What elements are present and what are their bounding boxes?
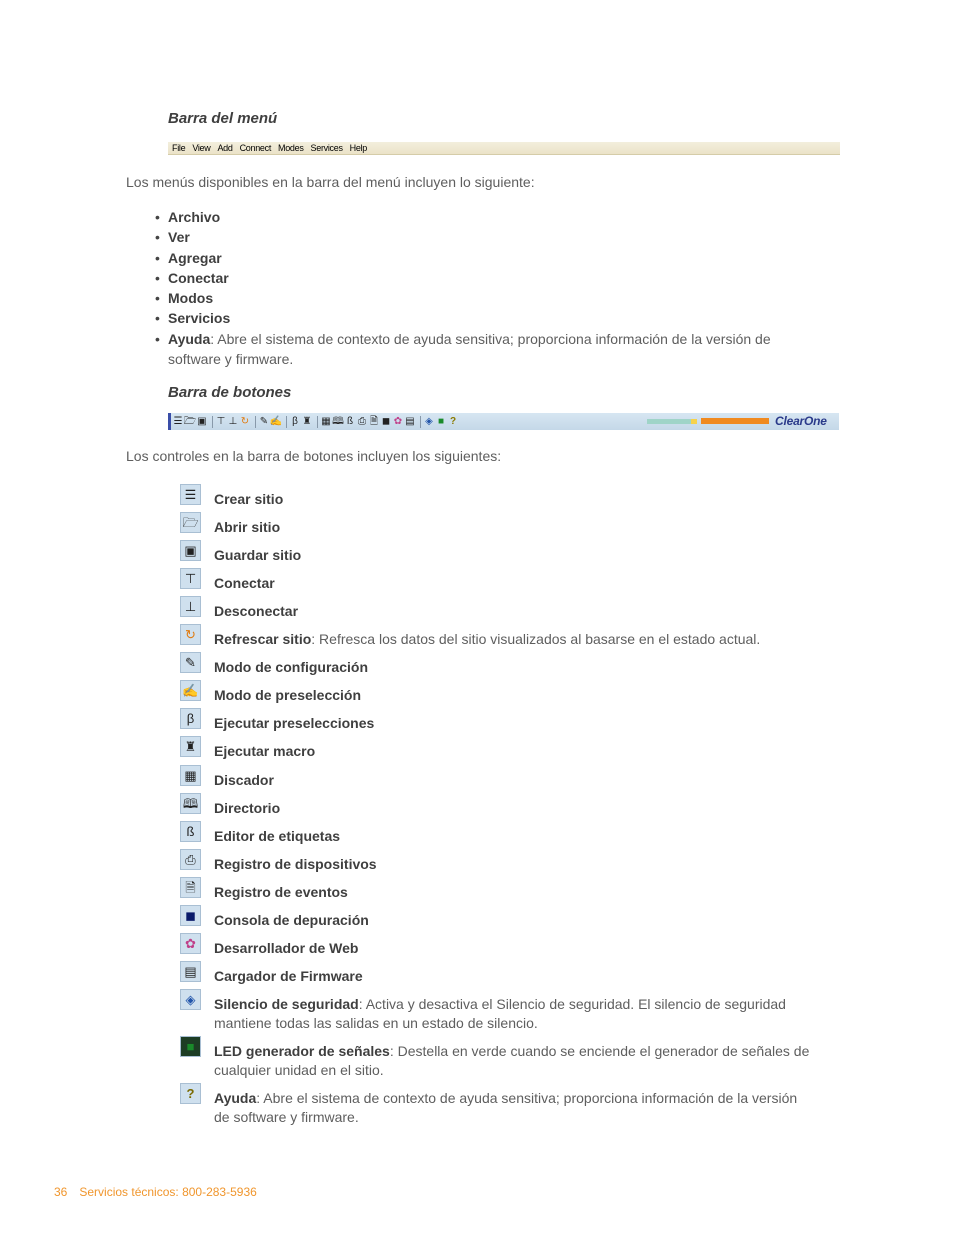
list-item: • Conectar xyxy=(155,268,795,288)
control-label: Refrescar sitio xyxy=(214,631,312,647)
signal-generator-led-icon: ■ xyxy=(437,415,445,427)
level-bar-orange xyxy=(701,418,769,424)
list-item: • Ver xyxy=(155,227,795,247)
control-item xyxy=(214,714,814,733)
control-label: Modo de configuración xyxy=(214,659,368,675)
menu-items-list xyxy=(155,207,795,369)
control-label: Ejecutar macro xyxy=(214,743,316,759)
clearone-logo: ClearOne xyxy=(775,414,827,428)
page-number: 36 xyxy=(54,1185,68,1199)
control-label: Registro de eventos xyxy=(214,884,348,900)
dialer-keypad-icon: ▦ xyxy=(180,765,201,786)
menu-modes[interactable]: Modes xyxy=(278,143,304,153)
web-developer-icon: ✿ xyxy=(180,933,201,954)
control-description: : Destella en verde cuando se enciende el generador de señales de cualquier unidad en el sitio. xyxy=(214,1043,810,1078)
control-label: Abrir sitio xyxy=(214,519,281,535)
run-macro-icon[interactable]: ♜ xyxy=(302,415,312,427)
help-bulb-icon[interactable]: ? xyxy=(449,415,457,427)
menu-file[interactable]: File xyxy=(172,143,186,153)
config-mode-icon[interactable]: ✎ xyxy=(259,415,269,427)
refresh-icon[interactable]: ↻ xyxy=(240,415,250,427)
control-item xyxy=(214,742,814,761)
footer-text: Servicios técnicos: 800-283-5936 xyxy=(79,1185,257,1199)
refresh-icon: ↻ xyxy=(180,624,201,645)
menu-add[interactable]: Add xyxy=(217,143,233,153)
connect-plug-icon[interactable]: ⊤ xyxy=(216,415,226,427)
control-label: Editor de etiquetas xyxy=(214,828,341,844)
control-item xyxy=(214,883,814,902)
control-label: Silencio de seguridad xyxy=(214,996,359,1012)
control-description: : Refresca los datos del sitio visualizados al basarse en el estado actual. xyxy=(311,631,761,647)
config-mode-icon: ✎ xyxy=(180,652,201,673)
list-item: • Modos xyxy=(155,288,795,308)
disconnect-plug-icon[interactable]: ⊥ xyxy=(228,415,238,427)
menu-intro: Los menús disponibles en la barra del menú incluyen lo siguiente: xyxy=(126,174,535,190)
folder-open-icon: 🗁 xyxy=(180,512,201,533)
label-editor-icon[interactable]: ß xyxy=(346,415,354,427)
run-preset-icon: β xyxy=(180,708,201,729)
list-item: • Archivo xyxy=(155,207,795,227)
separator xyxy=(255,416,256,428)
control-item xyxy=(214,490,814,509)
device-log-printer-icon: ⎙ xyxy=(180,849,201,870)
floppy-disk-icon[interactable]: ▣ xyxy=(197,415,207,427)
separator xyxy=(286,416,287,428)
folder-open-icon[interactable]: 🗁 xyxy=(183,415,197,427)
level-bar-teal xyxy=(647,419,695,424)
control-description: : Abre el sistema de contexto de ayuda sensitiva; proporciona información de la versión de software y firmware. xyxy=(214,1090,798,1125)
run-macro-icon: ♜ xyxy=(180,736,201,757)
menu-services[interactable]: Services xyxy=(310,143,343,153)
control-label: Cargador de Firmware xyxy=(214,968,363,984)
list-item: • Agregar xyxy=(155,248,795,268)
control-item xyxy=(214,855,814,874)
safety-mute-speaker-icon[interactable]: ◈ xyxy=(425,415,433,427)
control-item xyxy=(214,630,814,649)
directory-book-icon[interactable]: 🕮 xyxy=(332,415,344,427)
list-item: • Ayuda: Abre el sistema de contexto de ayuda sensitiva; proporciona información de la versión de software y firmware. xyxy=(155,329,795,370)
label-editor-icon: ß xyxy=(180,821,201,842)
control-item xyxy=(214,995,814,1032)
menu-help[interactable]: Help xyxy=(349,143,367,153)
control-label: Ejecutar preselecciones xyxy=(214,715,375,731)
control-label: Directorio xyxy=(214,800,281,816)
page-footer xyxy=(54,1185,257,1199)
menu-view[interactable]: View xyxy=(192,143,211,153)
help-bulb-icon: ? xyxy=(180,1083,201,1104)
control-label: Discador xyxy=(214,772,274,788)
event-log-icon: 🗎 xyxy=(180,877,201,898)
list-icon: ☰ xyxy=(180,484,201,505)
debug-console-icon: ◼ xyxy=(180,905,201,926)
menu-bar-heading: Barra del menú xyxy=(168,110,278,127)
control-label: Registro de dispositivos xyxy=(214,856,377,872)
control-item xyxy=(214,939,814,958)
control-label: LED generador de señales xyxy=(214,1043,390,1059)
control-label: Modo de preselección xyxy=(214,687,362,703)
connect-plug-icon: ⊤ xyxy=(180,568,201,589)
preset-mode-icon: ✍ xyxy=(180,680,201,701)
control-item xyxy=(214,658,814,677)
preset-mode-icon[interactable]: ✍ xyxy=(269,415,283,427)
safety-mute-speaker-icon: ◈ xyxy=(180,989,201,1010)
firmware-loader-icon[interactable]: ▤ xyxy=(405,415,415,427)
control-label: Conectar xyxy=(214,575,275,591)
list-icon[interactable]: ☰ xyxy=(173,415,183,427)
control-item xyxy=(214,967,814,986)
signal-generator-led-icon: ■ xyxy=(180,1036,201,1057)
floppy-disk-icon: ▣ xyxy=(180,540,201,561)
run-preset-icon[interactable]: β xyxy=(292,415,298,427)
button-bar-intro: Los controles en la barra de botones incluyen los siguientes: xyxy=(126,448,502,464)
dialer-keypad-icon[interactable]: ▦ xyxy=(321,415,331,427)
separator xyxy=(317,416,318,428)
control-item xyxy=(214,1042,814,1079)
separator xyxy=(420,416,421,428)
control-item xyxy=(214,827,814,846)
control-item xyxy=(214,771,814,790)
menu-bar-screenshot xyxy=(168,142,840,155)
control-label: Guardar sitio xyxy=(214,547,302,563)
separator xyxy=(212,416,213,428)
control-item xyxy=(214,911,814,930)
disconnect-plug-icon: ⊥ xyxy=(180,596,201,617)
level-bar-yellow xyxy=(691,419,697,424)
device-log-printer-icon[interactable]: ⎙ xyxy=(358,415,366,427)
control-item xyxy=(214,518,814,537)
control-item xyxy=(214,574,814,593)
control-label: Ayuda xyxy=(214,1090,257,1106)
menu-connect[interactable]: Connect xyxy=(239,143,272,153)
event-log-icon[interactable]: 🗎 xyxy=(369,415,379,427)
control-label: Desconectar xyxy=(214,603,299,619)
control-item xyxy=(214,546,814,565)
list-item: • Servicios xyxy=(155,308,795,328)
control-label: Desarrollador de Web xyxy=(214,940,359,956)
firmware-loader-icon: ▤ xyxy=(180,961,201,982)
control-label: Crear sitio xyxy=(214,491,284,507)
control-item xyxy=(214,799,814,818)
control-label: Consola de depuración xyxy=(214,912,369,928)
button-bar-heading: Barra de botones xyxy=(168,384,292,401)
debug-console-icon[interactable]: ◼ xyxy=(381,415,391,427)
web-developer-icon[interactable]: ✿ xyxy=(393,415,403,427)
control-description: : Activa y desactiva el Silencio de seguridad. El silencio de seguridad mantiene todas las salidas en un estado de silencio. xyxy=(214,996,786,1031)
control-item xyxy=(214,686,814,705)
button-bar-screenshot xyxy=(168,413,839,430)
control-item xyxy=(214,1089,814,1126)
control-item xyxy=(214,602,814,621)
directory-book-icon: 🕮 xyxy=(180,793,201,814)
